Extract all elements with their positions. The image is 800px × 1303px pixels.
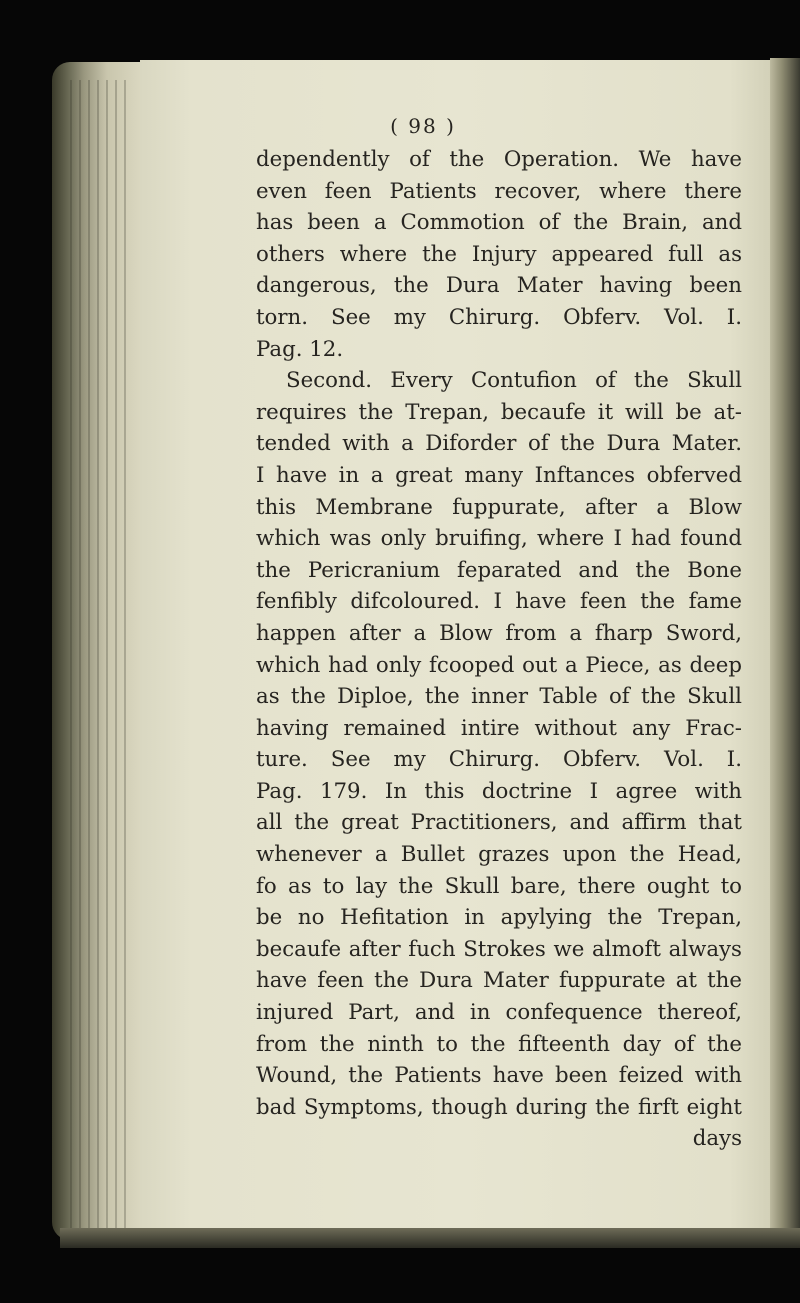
text-line: has been a Commotion of the Brain, and xyxy=(256,210,742,236)
text-line: as the Diploe, the inner Table of the Skull xyxy=(256,684,742,710)
text-line: fo as to lay the Skull bare, there ought to xyxy=(256,873,742,899)
text-line: fenfibly difcoloured. I have feen the fame xyxy=(256,589,742,615)
text-line: all the great Practitioners, and affirm that xyxy=(256,810,742,836)
text-line: dependently of the Operation. We have xyxy=(256,147,742,172)
text-line: having remained intire without any Frac- xyxy=(256,715,742,741)
page-bottom-edge xyxy=(60,1228,800,1248)
page-number: ( 98 ) xyxy=(390,114,456,138)
text-line: Pag. 179. In this doctrine I agree with xyxy=(256,778,742,804)
text-line: the Pericranium feparated and the Bone xyxy=(256,557,742,583)
text-line: torn. See my Chirurg. Obferv. Vol. I. xyxy=(256,304,742,330)
page-text xyxy=(256,108,742,1155)
catchword: days xyxy=(692,1126,742,1152)
binding-texture xyxy=(70,80,130,1230)
text-line: ture. See my Chirurg. Obferv. Vol. I. xyxy=(256,747,742,773)
text-line: requires the Trepan, becaufe it will be at- xyxy=(256,399,742,425)
text-line: which was only bruifing, where I had found xyxy=(256,526,742,552)
text-line: happen after a Blow from a fharp Sword, xyxy=(256,620,742,646)
text-line: have feen the Dura Mater fuppurate at the xyxy=(256,968,742,994)
text-line: even feen Patients recover, where there xyxy=(256,178,742,204)
page-right-edge xyxy=(770,58,800,1238)
text-line: injured Part, and in confequence thereof, xyxy=(256,1000,742,1026)
text-line: others where the Injury appeared full as xyxy=(256,241,742,267)
text-line: whenever a Bullet grazes upon the Head, xyxy=(256,842,742,868)
text-line: which had only fcooped out a Piece, as deep xyxy=(256,652,742,678)
text-line: be no Hefitation in apylying the Trepan, xyxy=(256,905,742,931)
text-line: Pag. 12. xyxy=(256,336,344,362)
text-line: bad Symptoms, though during the firft eight xyxy=(256,1094,742,1120)
text-line: dangerous, the Dura Mater having been xyxy=(256,273,742,299)
text-line: tended with a Diforder of the Dura Mater. xyxy=(256,431,742,457)
text-line: from the ninth to the fifteenth day of the xyxy=(256,1031,742,1057)
paragraph-start-line: Second. Every Contufion of the Skull xyxy=(286,368,742,394)
text-line: this Membrane fuppurate, after a Blow xyxy=(256,494,742,520)
text-line: I have in a great many Inftances obferved xyxy=(256,462,742,488)
text-line: becaufe after fuch Strokes we almoft always xyxy=(256,936,742,962)
text-line: Wound, the Patients have been feized with xyxy=(256,1063,742,1089)
